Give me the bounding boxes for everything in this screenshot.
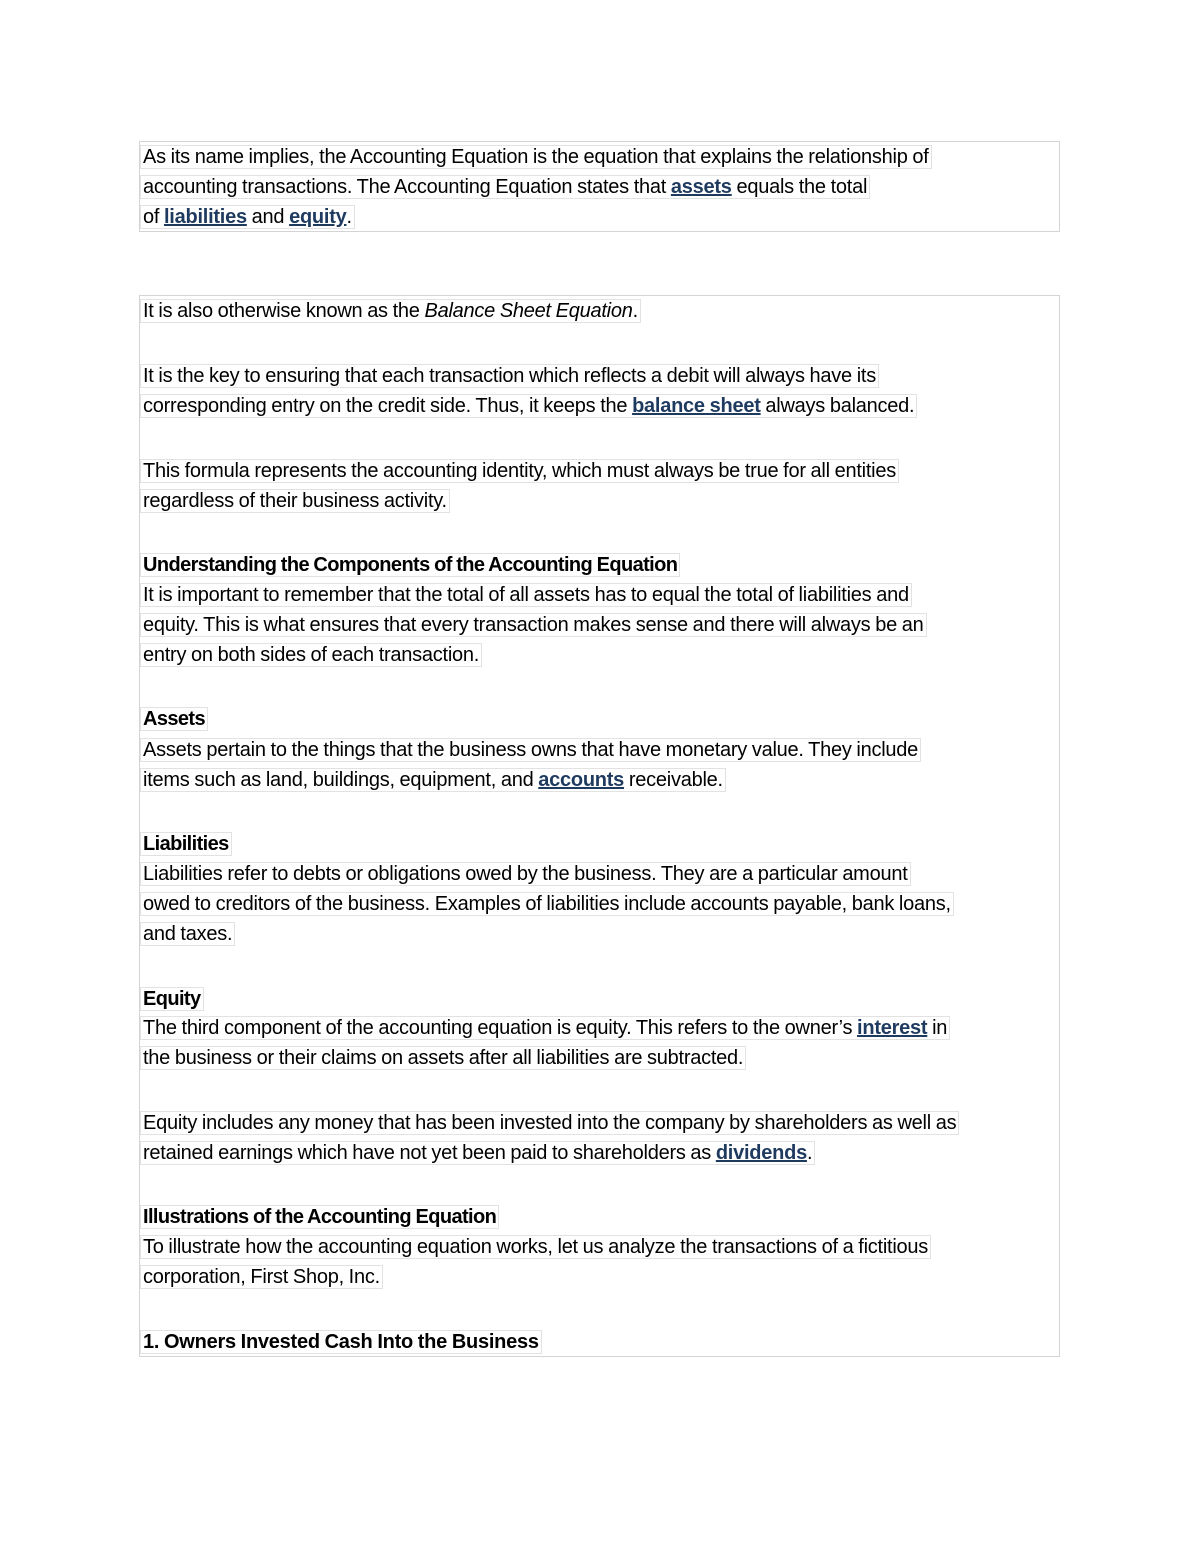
illustrations-line-2: corporation, First Shop, Inc.: [142, 1263, 383, 1291]
formula-line-1: This formula represents the accounting identity, which must always be true for all entities: [142, 457, 899, 485]
equity-line-1: The third component of the accounting equation is equity. This refers to the owner’s interest in: [142, 1014, 950, 1042]
dividends-link[interactable]: dividends: [715, 1142, 807, 1164]
liabilities-line-1: Liabilities refer to debts or obligations owed by the business. They are a particular amount: [142, 860, 911, 888]
key-line-2: corresponding entry on the credit side. Thus, it keeps the balance sheet always balanced.: [142, 392, 917, 420]
known-as-line: It is also otherwise known as the Balance Sheet Equation.: [142, 297, 641, 325]
body-text-box: [139, 295, 1060, 1357]
assets-line-1: Assets pertain to the things that the business owns that have monetary value. They include: [142, 736, 921, 764]
step-1-heading: 1. Owners Invested Cash Into the Business: [142, 1328, 542, 1356]
balance-sheet-link[interactable]: balance sheet: [632, 395, 761, 417]
equity-line-2: the business or their claims on assets after all liabilities are subtracted.: [142, 1044, 746, 1072]
liabilities-line-2: owed to creditors of the business. Examples of liabilities include accounts payable, bank loans,: [142, 890, 954, 918]
interest-link[interactable]: interest: [857, 1017, 928, 1039]
liabilities-line-3: and taxes.: [142, 920, 235, 948]
key-line-1: It is the key to ensuring that each transaction which reflects a debit will always have its: [142, 362, 879, 390]
formula-line-2: regardless of their business activity.: [142, 487, 450, 515]
assets-heading: Assets: [142, 705, 208, 733]
components-line-3: entry on both sides of each transaction.: [142, 641, 482, 669]
assets-line-2: items such as land, buildings, equipment, and accounts receivable.: [142, 766, 726, 794]
intro-line-2: accounting transactions. The Accounting Equation states that assets equals the total: [142, 173, 870, 201]
components-line-2: equity. This is what ensures that every transaction makes sense and there will always be an: [142, 611, 927, 639]
equity-heading: Equity: [142, 985, 204, 1013]
illustrations-line-1: To illustrate how the accounting equation works, let us analyze the transactions of a fictitious: [142, 1233, 931, 1261]
equity-p2-line-1: Equity includes any money that has been invested into the company by shareholders as well as: [142, 1109, 959, 1137]
liabilities-heading: Liabilities: [142, 830, 232, 858]
components-heading: Understanding the Components of the Accounting Equation: [142, 551, 680, 579]
equity-link[interactable]: equity: [289, 206, 347, 228]
accounts-link[interactable]: accounts: [538, 769, 625, 791]
intro-line-3: of liabilities and equity.: [142, 203, 355, 231]
assets-link[interactable]: assets: [670, 176, 732, 198]
liabilities-link[interactable]: liabilities: [164, 206, 247, 228]
equity-p2-line-2: retained earnings which have not yet been paid to shareholders as dividends.: [142, 1139, 815, 1167]
components-line-1: It is important to remember that the total of all assets has to equal the total of liabilities and: [142, 581, 912, 609]
intro-line-1: As its name implies, the Accounting Equation is the equation that explains the relationship of: [142, 143, 932, 171]
illustrations-heading: Illustrations of the Accounting Equation: [142, 1203, 499, 1231]
